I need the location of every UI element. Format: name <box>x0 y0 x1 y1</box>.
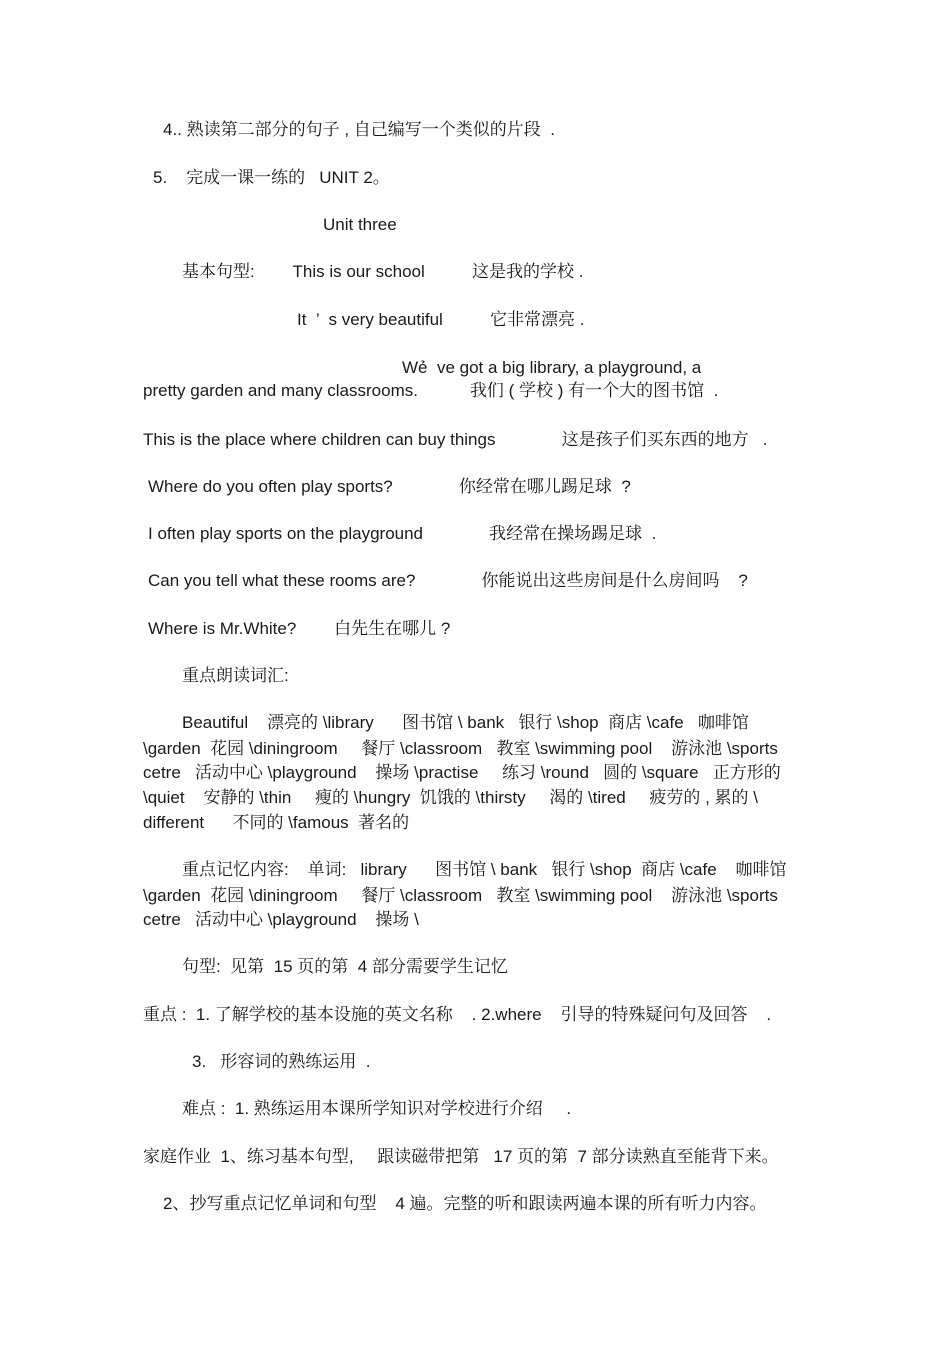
basic-sentence-3a: Wẻ ve got a big library, a playground, a <box>402 358 702 377</box>
homework-item-4: 4.. 熟读第二部分的句子 , 自己编写一个类似的片段 . <box>163 120 555 139</box>
reading-vocab-line-2: \garden 花园 \diningroom 餐厅 \classroom 教室 \swimming pool 游泳池 \sports <box>143 739 778 758</box>
basic-sentence-1: 基本句型: This is our school 这是我的学校 . <box>182 262 584 281</box>
homework-line-1: 家庭作业 1、练习基本句型, 跟读磁带把第 17 页的第 7 部分读熟直至能背下来。 <box>143 1147 779 1166</box>
sentence-pattern-note: 句型: 见第 15 页的第 4 部分需要学生记忆 <box>182 957 508 976</box>
key-points: 重点 : 1. 了解学校的基本设施的英文名称 . 2.where 引导的特殊疑问句及回答 . <box>143 1005 772 1024</box>
basic-sentence-6: I often play sports on the playground 我经常在操场踢足球 . <box>148 524 657 543</box>
key-point-3: 3. 形容词的熟练运用 . <box>192 1052 371 1071</box>
basic-sentence-2: It ’ s very beautiful 它非常漂亮 . <box>297 310 585 329</box>
basic-sentence-4: This is the place where children can buy things 这是孩子们买东西的地方 . <box>143 430 768 449</box>
basic-sentence-5: Where do you often play sports? 你经常在哪儿踢足球 ? <box>148 477 631 496</box>
reading-vocab-line-1: Beautiful 漂亮的 \library 图书馆 \ bank 银行 \shop 商店 \cafe 咖啡馆 <box>182 713 749 732</box>
reading-vocab-line-3: cetre 活动中心 \playground 操场 \practise 练习 \round 圆的 \square 正方形的 <box>143 763 781 782</box>
unit-title: Unit three <box>323 215 397 234</box>
difficult-points: 难点 : 1. 熟练运用本课所学知识对学校进行介绍 . <box>182 1099 572 1118</box>
memory-content-line-1: 重点记忆内容: 单词: library 图书馆 \ bank 银行 \shop 商店 \cafe 咖啡馆 <box>182 860 787 879</box>
basic-sentence-3b: pretty garden and many classrooms. 我们 ( 学校 ) 有一个大的图书馆 . <box>143 381 719 400</box>
homework-item-5: 5. 完成一课一练的 UNIT 2。 <box>153 168 390 187</box>
homework-line-2: 2、抄写重点记忆单词和句型 4 遍。完整的听和跟读两遍本课的所有听力内容。 <box>163 1194 767 1213</box>
memory-content-line-2: \garden 花园 \diningroom 餐厅 \classroom 教室 \swimming pool 游泳池 \sports <box>143 886 778 905</box>
basic-sentence-8: Where is Mr.White? 白先生在哪儿 ? <box>148 619 451 638</box>
memory-content-line-3: cetre 活动中心 \playground 操场 \ <box>143 910 419 929</box>
reading-vocab-heading: 重点朗读词汇: <box>182 666 289 685</box>
reading-vocab-line-5: different 不同的 \famous 著名的 <box>143 813 410 832</box>
reading-vocab-line-4: \quiet 安静的 \thin 瘦的 \hungry 饥饿的 \thirsty 渴的 \tired 疲劳的 , 累的 \ <box>143 788 758 807</box>
basic-sentence-7: Can you tell what these rooms are? 你能说出这些房间是什么房间吗 ? <box>148 571 748 590</box>
